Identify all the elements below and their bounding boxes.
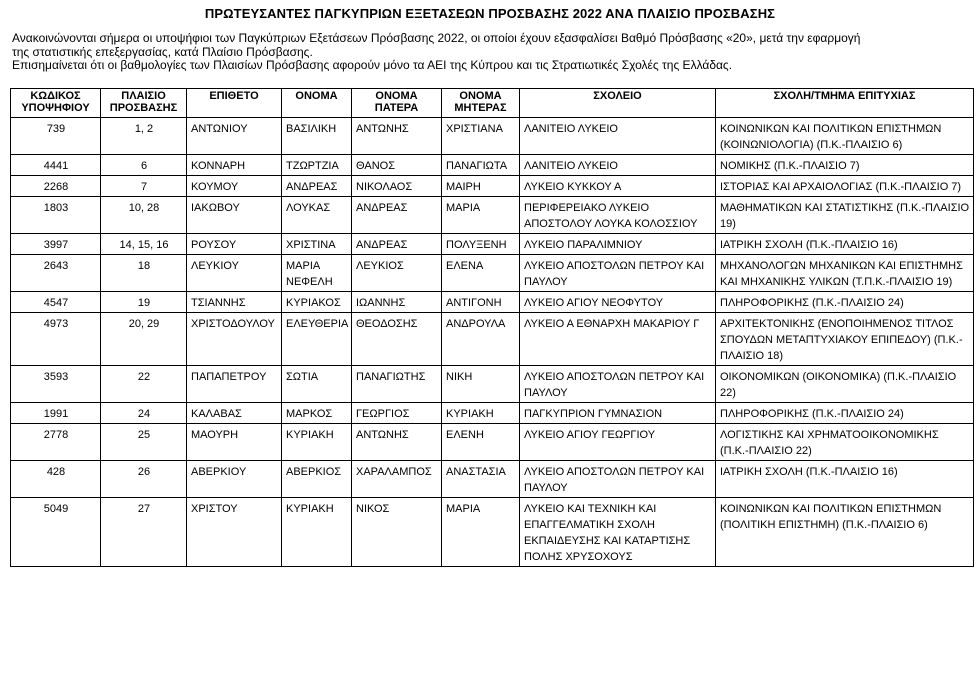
cell-mother-name: ΑΝΑΣΤΑΣΙΑ (442, 461, 520, 498)
cell-department: ΟΙΚΟΝΟΜΙΚΩΝ (ΟΙΚΟΝΟΜΙΚΑ) (Π.Κ.-ΠΛΑΙΣΙΟ 22) (716, 366, 974, 403)
cell-code: 428 (11, 461, 101, 498)
cell-plaisio: 7 (101, 176, 187, 197)
cell-father-name: ΝΙΚΟΣ (352, 498, 442, 567)
cell-surname: ΚΟΝΝΑΡΗ (187, 155, 282, 176)
header-cell (352, 89, 442, 118)
cell-mother-name: ΕΛΕΝΑ (442, 255, 520, 292)
cell-code: 739 (11, 118, 101, 155)
cell-name: ΛΟΥΚΑΣ (282, 197, 352, 234)
cell-code: 4547 (11, 292, 101, 313)
cell-school: ΛΥΚΕΙΟ ΚΑΙ ΤΕΧΝΙΚΗ ΚΑΙ ΕΠΑΓΓΕΛΜΑΤΙΚΗ ΣΧΟΛΗ ΕΚΠΑΙΔΕΥΣΗΣ ΚΑΙ ΚΑΤΑΡΤΙΣΗΣ ΠΟΛΗΣ ΧΡΥΣΟΧΟΥΣ (520, 498, 716, 567)
cell-plaisio: 25 (101, 424, 187, 461)
header-cell (282, 89, 352, 118)
cell-name: ΑΝΔΡΕΑΣ (282, 176, 352, 197)
table-header-row (11, 89, 974, 118)
header-line-1: ΟΝΟΜΑ (459, 90, 502, 102)
cell-father-name: ΝΙΚΟΛΑΟΣ (352, 176, 442, 197)
cell-surname: ΚΑΛΑΒΑΣ (187, 403, 282, 424)
cell-mother-name: ΝΙΚΗ (442, 366, 520, 403)
cell-code: 4973 (11, 313, 101, 366)
cell-mother-name: ΠΟΛΥΞΕΝΗ (442, 234, 520, 255)
table-row (11, 197, 974, 234)
cell-mother-name: ΕΛΕΝΗ (442, 424, 520, 461)
table-row (11, 366, 974, 403)
cell-father-name: ΑΝΤΩΝΗΣ (352, 424, 442, 461)
header-cell (101, 89, 187, 118)
cell-school: ΛΥΚΕΙΟ ΚΥΚΚΟΥ Α (520, 176, 716, 197)
cell-mother-name: ΑΝΔΡΟΥΛΑ (442, 313, 520, 366)
cell-father-name: ΘΑΝΟΣ (352, 155, 442, 176)
header-line-1: ΣΧΟΛΕΙΟ (593, 90, 642, 102)
cell-surname: ΚΟΥΜΟΥ (187, 176, 282, 197)
header-line-1: ΟΝΟΜΑ (375, 90, 418, 102)
intro-line-1: Ανακοινώνονται σήμερα οι υποψήφιοι των Παγκύπριων Εξετάσεων Πρόσβασης 2022, οι οποίοι έχουν εξασφαλίσει Βαθμό Πρόσβασης «20», μετά την εφαρμογή (12, 31, 861, 45)
cell-name: ΤΖΩΡΤΖΙΑ (282, 155, 352, 176)
cell-father-name: ΘΕΟΔΟΣΗΣ (352, 313, 442, 366)
cell-school: ΛΥΚΕΙΟ ΑΓΙΟΥ ΝΕΟΦΥΤΟΥ (520, 292, 716, 313)
cell-school: ΛΥΚΕΙΟ ΑΠΟΣΤΟΛΩΝ ΠΕΤΡΟΥ ΚΑΙ ΠΑΥΛΟΥ (520, 461, 716, 498)
cell-code: 2268 (11, 176, 101, 197)
cell-surname: ΑΝΤΩΝΙΟΥ (187, 118, 282, 155)
table-row (11, 255, 974, 292)
header-cell (11, 89, 101, 118)
cell-name: ΕΛΕΥΘΕΡΙΑ (282, 313, 352, 366)
cell-father-name: ΛΕΥΚΙΟΣ (352, 255, 442, 292)
header-line-2: ΠΡΟΣΒΑΣΗΣ (109, 102, 178, 114)
cell-mother-name: ΜΑΡΙΑ (442, 197, 520, 234)
cell-department: ΜΑΘΗΜΑΤΙΚΩΝ ΚΑΙ ΣΤΑΤΙΣΤΙΚΗΣ (Π.Κ.-ΠΛΑΙΣΙΟ 19) (716, 197, 974, 234)
table-row (11, 292, 974, 313)
cell-mother-name: ΚΥΡΙΑΚΗ (442, 403, 520, 424)
cell-father-name: ΧΑΡΑΛΑΜΠΟΣ (352, 461, 442, 498)
cell-department: ΠΛΗΡΟΦΟΡΙΚΗΣ (Π.Κ.-ΠΛΑΙΣΙΟ 24) (716, 292, 974, 313)
cell-department: ΙΑΤΡΙΚΗ ΣΧΟΛΗ (Π.Κ.-ΠΛΑΙΣΙΟ 16) (716, 461, 974, 498)
cell-department: ΑΡΧΙΤΕΚΤΟΝΙΚΗΣ (ΕΝΟΠΟΙΗΜΕΝΟΣ ΤΙΤΛΟΣ ΣΠΟΥΔΩΝ ΜΕΤΑΠΤΥΧΙΑΚΟΥ ΕΠΙΠΕΔΟΥ) (Π.Κ.-ΠΛΑΙΣΙΟ 18) (716, 313, 974, 366)
cell-school: ΠΑΓΚΥΠΡΙΟΝ ΓΥΜΝΑΣΙΟΝ (520, 403, 716, 424)
cell-code: 1803 (11, 197, 101, 234)
cell-code: 2778 (11, 424, 101, 461)
cell-department: ΚΟΙΝΩΝΙΚΩΝ ΚΑΙ ΠΟΛΙΤΙΚΩΝ ΕΠΙΣΤΗΜΩΝ (ΚΟΙΝΩΝΙΟΛΟΓΙΑ) (Π.Κ.-ΠΛΑΙΣΙΟ 6) (716, 118, 974, 155)
cell-name: ΒΑΣΙΛΙΚΗ (282, 118, 352, 155)
cell-code: 3593 (11, 366, 101, 403)
cell-plaisio: 24 (101, 403, 187, 424)
cell-father-name: ΠΑΝΑΓΙΩΤΗΣ (352, 366, 442, 403)
cell-surname: ΑΒΕΡΚΙΟΥ (187, 461, 282, 498)
cell-surname: ΠΑΠΑΠΕΤΡΟΥ (187, 366, 282, 403)
document-title: ΠΡΩΤΕΥΣΑΝΤΕΣ ΠΑΓΚΥΠΡΙΩΝ ΕΞΕΤΑΣΕΩΝ ΠΡΟΣΒΑΣΗΣ 2022 ΑΝΑ ΠΛΑΙΣΙΟ ΠΡΟΣΒΑΣΗΣ (204, 6, 776, 21)
header-line-1: ΠΛΑΙΣΙΟ (121, 90, 166, 102)
table-row (11, 424, 974, 461)
intro-paragraph (12, 32, 977, 73)
cell-plaisio: 20, 29 (101, 313, 187, 366)
cell-department: ΙΣΤΟΡΙΑΣ ΚΑΙ ΑΡΧΑΙΟΛΟΓΙΑΣ (Π.Κ.-ΠΛΑΙΣΙΟ 7) (716, 176, 974, 197)
cell-surname: ΜΑΟΥΡΗ (187, 424, 282, 461)
table-row (11, 461, 974, 498)
table-row (11, 403, 974, 424)
cell-surname: ΡΟΥΣΟΥ (187, 234, 282, 255)
cell-mother-name: ΜΑΙΡΗ (442, 176, 520, 197)
header-cell (442, 89, 520, 118)
table-row (11, 155, 974, 176)
cell-surname: ΧΡΙΣΤΟΥ (187, 498, 282, 567)
cell-name: ΑΒΕΡΚΙΟΣ (282, 461, 352, 498)
cell-plaisio: 14, 15, 16 (101, 234, 187, 255)
cell-father-name: ΑΝΔΡΕΑΣ (352, 197, 442, 234)
cell-mother-name: ΑΝΤΙΓΟΝΗ (442, 292, 520, 313)
cell-school: ΛΥΚΕΙΟ Α ΕΘΝΑΡΧΗ ΜΑΚΑΡΙΟΥ Γ (520, 313, 716, 366)
table-row (11, 313, 974, 366)
cell-code: 5049 (11, 498, 101, 567)
cell-plaisio: 6 (101, 155, 187, 176)
cell-father-name: ΑΝΔΡΕΑΣ (352, 234, 442, 255)
cell-mother-name: ΠΑΝΑΓΙΩΤΑ (442, 155, 520, 176)
cell-name: ΣΩΤΙΑ (282, 366, 352, 403)
table-row (11, 234, 974, 255)
cell-name: ΧΡΙΣΤΙΝΑ (282, 234, 352, 255)
header-line-2: ΥΠΟΨΗΦΙΟΥ (21, 102, 90, 114)
cell-plaisio: 19 (101, 292, 187, 313)
cell-name: ΜΑΡΙΑ ΝΕΦΕΛΗ (282, 255, 352, 292)
table-body (11, 118, 974, 567)
header-cell (716, 89, 974, 118)
cell-code: 3997 (11, 234, 101, 255)
header-line-1: ΚΩΔΙΚΟΣ (30, 90, 81, 102)
cell-surname: ΤΣΙΑΝΝΗΣ (187, 292, 282, 313)
cell-father-name: ΑΝΤΩΝΗΣ (352, 118, 442, 155)
cell-father-name: ΓΕΩΡΓΙΟΣ (352, 403, 442, 424)
cell-school: ΛΥΚΕΙΟ ΑΓΙΟΥ ΓΕΩΡΓΙΟΥ (520, 424, 716, 461)
header-line-1: ΣΧΟΛΗ/ΤΜΗΜΑ ΕΠΙΤΥΧΙΑΣ (773, 90, 916, 102)
header-cell (520, 89, 716, 118)
results-table (10, 88, 974, 567)
cell-code: 2643 (11, 255, 101, 292)
intro-line-3: Επισημαίνεται ότι οι βαθμολογίες των Πλαισίων Πρόσβασης αφορούν μόνο τα ΑΕΙ της Κύπρου και τις Στρατιωτικές Σχολές της Ελλάδας. (12, 58, 733, 72)
header-line-2: ΠΑΤΕΡΑ (374, 102, 419, 114)
cell-plaisio: 22 (101, 366, 187, 403)
intro-line-2: της στατιστικής επεξεργασίας, κατά Πλαίσιο Πρόσβασης. (12, 44, 313, 59)
cell-department: ΚΟΙΝΩΝΙΚΩΝ ΚΑΙ ΠΟΛΙΤΙΚΩΝ ΕΠΙΣΤΗΜΩΝ (ΠΟΛΙΤΙΚΗ ΕΠΙΣΤΗΜΗ) (Π.Κ.-ΠΛΑΙΣΙΟ 6) (716, 498, 974, 567)
header-line-1: ΕΠΙΘΕΤΟ (209, 90, 259, 102)
cell-name: ΚΥΡΙΑΚΗ (282, 424, 352, 461)
cell-school: ΛΥΚΕΙΟ ΠΑΡΑΛΙΜΝΙΟΥ (520, 234, 716, 255)
cell-department: ΙΑΤΡΙΚΗ ΣΧΟΛΗ (Π.Κ.-ΠΛΑΙΣΙΟ 16) (716, 234, 974, 255)
header-cell (187, 89, 282, 118)
cell-plaisio: 18 (101, 255, 187, 292)
cell-father-name: ΙΩΑΝΝΗΣ (352, 292, 442, 313)
cell-surname: ΧΡΙΣΤΟΔΟΥΛΟΥ (187, 313, 282, 366)
cell-mother-name: ΜΑΡΙΑ (442, 498, 520, 567)
table-row (11, 498, 974, 567)
cell-code: 4441 (11, 155, 101, 176)
table-row (11, 118, 974, 155)
cell-department: ΜΗΧΑΝΟΛΟΓΩΝ ΜΗΧΑΝΙΚΩΝ ΚΑΙ ΕΠΙΣΤΗΜΗΣ ΚΑΙ ΜΗΧΑΝΙΚΗΣ ΥΛΙΚΩΝ (Τ.Π.Κ.-ΠΛΑΙΣΙΟ 19) (716, 255, 974, 292)
cell-school: ΛΑΝΙΤΕΙΟ ΛΥΚΕΙΟ (520, 118, 716, 155)
cell-plaisio: 26 (101, 461, 187, 498)
cell-name: ΚΥΡΙΑΚΟΣ (282, 292, 352, 313)
table-row (11, 176, 974, 197)
cell-school: ΠΕΡΙΦΕΡΕΙΑΚΟ ΛΥΚΕΙΟ ΑΠΟΣΤΟΛΟΥ ΛΟΥΚΑ ΚΟΛΟΣΣΙΟΥ (520, 197, 716, 234)
cell-department: ΝΟΜΙΚΗΣ (Π.Κ.-ΠΛΑΙΣΙΟ 7) (716, 155, 974, 176)
cell-plaisio: 27 (101, 498, 187, 567)
cell-plaisio: 10, 28 (101, 197, 187, 234)
cell-department: ΠΛΗΡΟΦΟΡΙΚΗΣ (Π.Κ.-ΠΛΑΙΣΙΟ 24) (716, 403, 974, 424)
cell-department: ΛΟΓΙΣΤΙΚΗΣ ΚΑΙ ΧΡΗΜΑΤΟΟΙΚΟΝΟΜΙΚΗΣ (Π.Κ.-ΠΛΑΙΣΙΟ 22) (716, 424, 974, 461)
cell-plaisio: 1, 2 (101, 118, 187, 155)
cell-surname: ΙΑΚΩΒΟΥ (187, 197, 282, 234)
cell-surname: ΛΕΥΚΙΟΥ (187, 255, 282, 292)
cell-school: ΛΑΝΙΤΕΙΟ ΛΥΚΕΙΟ (520, 155, 716, 176)
cell-school: ΛΥΚΕΙΟ ΑΠΟΣΤΟΛΩΝ ΠΕΤΡΟΥ ΚΑΙ ΠΑΥΛΟΥ (520, 255, 716, 292)
cell-name: ΚΥΡΙΑΚΗ (282, 498, 352, 567)
header-line-2: ΜΗΤΕΡΑΣ (454, 102, 507, 114)
cell-name: ΜΑΡΚΟΣ (282, 403, 352, 424)
cell-mother-name: ΧΡΙΣΤΙΑΝΑ (442, 118, 520, 155)
cell-school: ΛΥΚΕΙΟ ΑΠΟΣΤΟΛΩΝ ΠΕΤΡΟΥ ΚΑΙ ΠΑΥΛΟΥ (520, 366, 716, 403)
cell-code: 1991 (11, 403, 101, 424)
header-line-1: ΟΝΟΜΑ (295, 90, 338, 102)
